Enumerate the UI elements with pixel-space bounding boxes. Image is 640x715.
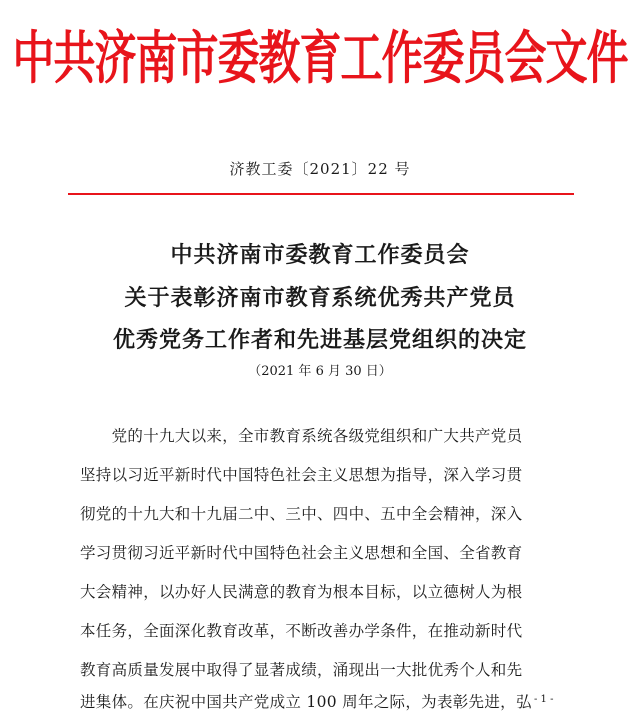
body-line: 党的十九大以来，全市教育系统各级党组织和广大共产党员 <box>80 427 523 445</box>
title-line-1: 中共济南市委教育工作委员会 <box>170 242 470 268</box>
body-line: 坚持以习近平新时代中国特色社会主义思想为指导，深入学习贯 <box>80 466 523 484</box>
body-line: 本任务，全面深化教育改革，不断改善办学条件，在推动新时代 <box>80 622 523 640</box>
page-number: - 1 - <box>534 694 554 705</box>
body-line: 教育高质量发展中取得了显著成绩，涌现出一大批优秀个人和先 <box>80 661 523 679</box>
body-line: 大会精神，以办好人民满意的教育为根本目标，以立德树人为根 <box>80 583 523 601</box>
body-line: 彻党的十九大和十九届二中、三中、四中、五中全会精神，深入 <box>80 505 523 523</box>
red-divider <box>68 193 574 195</box>
document-number: 济教工委〔2021〕22 号 <box>229 160 411 178</box>
body-line: 进集体。在庆祝中国共产党成立 100 周年之际，为表彰先进，弘 <box>80 693 532 711</box>
title-line-3: 优秀党务工作者和先进基层党组织的决定 <box>112 327 527 353</box>
title-line-2: 关于表彰济南市教育系统优秀共产党员 <box>124 285 516 311</box>
masthead-title: 中共济南市委教育工作委员会文件 <box>12 24 628 91</box>
document-date: （2021 年 6 月 30 日） <box>248 364 392 379</box>
body-line: 学习贯彻习近平新时代中国特色社会主义思想和全国、全省教育 <box>80 544 523 562</box>
